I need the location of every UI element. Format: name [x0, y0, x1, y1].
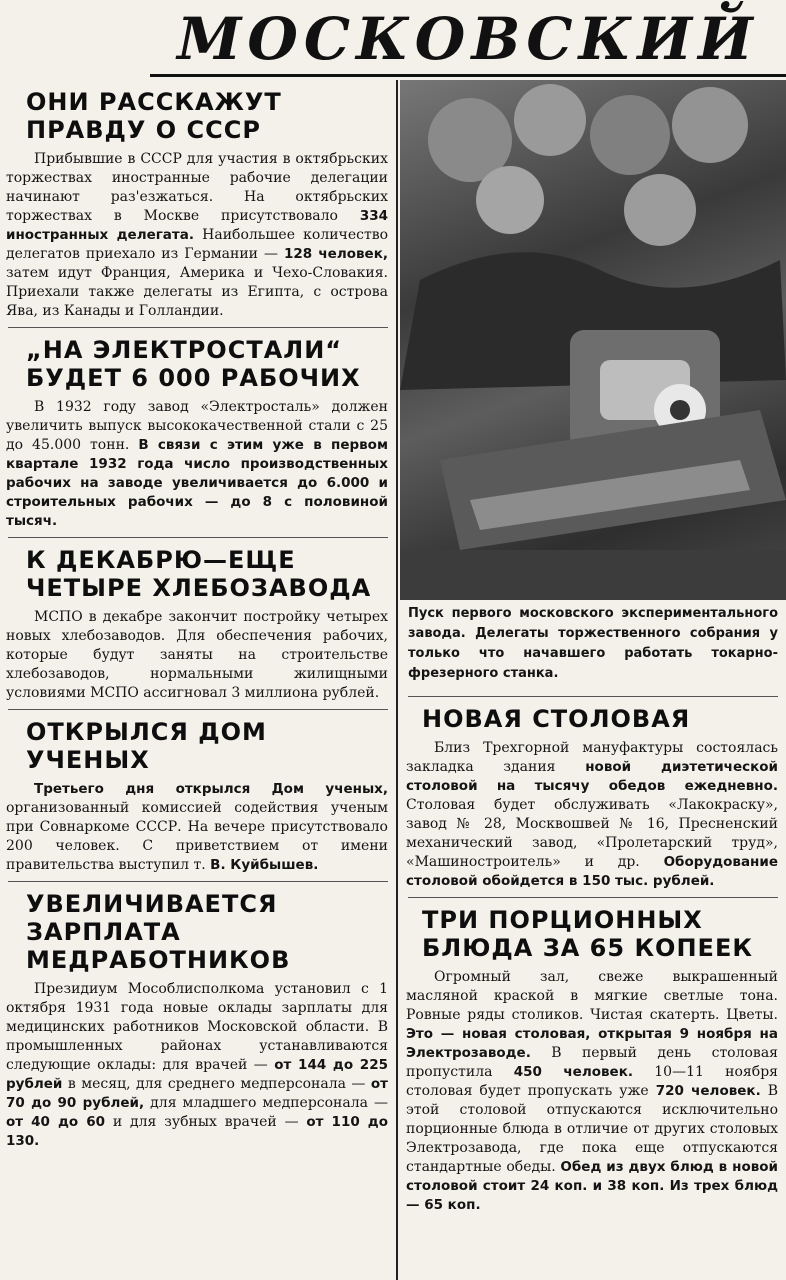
headline-delegates: ОНИ РАССКАЖУТ ПРАВДУ О СССР	[26, 88, 282, 144]
photo-caption: Пуск первого московского экспериментального завода. Делегаты торжественного собрания у только что начавшего работать токарно-фрезерного станка.	[408, 606, 778, 681]
body-scientists-house	[6, 780, 388, 875]
left-column	[0, 80, 398, 1280]
body-text: МСПО в декабре закончит постройку четырех новых хлебозаводов. Для обеспечения рабочих, которые будут заняты на строительстве хлебозаводов, нормальными жилищными условиями МСПО ассигновал 3 миллиона рублей.	[6, 609, 388, 701]
body-elektrostal	[6, 398, 388, 531]
body-text: Огромный зал, свеже выкрашенный масляной краской в мягкие светлые тона. Ровные ряды столиков. Чистая скатерть. Цветы.	[406, 969, 778, 1023]
body-bread-factories	[6, 608, 388, 703]
divider	[408, 897, 778, 898]
body-text: Прибывшие в СССР для участия в октябрьских торжествах иностранные рабочие делегации начинают раз'езжаться. На октябрьских торжествах в Москве присутствовало	[6, 151, 388, 224]
article-bread-factories	[0, 546, 396, 703]
factory-photo	[400, 80, 786, 600]
article-delegates	[0, 88, 396, 321]
divider	[8, 709, 388, 710]
body-new-canteen	[406, 739, 778, 891]
body-medical-salaries	[6, 980, 388, 1151]
divider	[8, 537, 388, 538]
body-text: В 1932 году завод «Электросталь» должен увеличить выпуск высококачественной стали с 25 до 45.000 тонн.	[6, 399, 388, 453]
emphasized-text: Третьего дня открылся Дом ученых,	[34, 781, 388, 797]
emphasized-text: 720 человек.	[655, 1083, 761, 1099]
emphasized-text: от 70 до 90 рублей,	[6, 1076, 388, 1111]
newspaper-masthead: МОСКОВСКИЙ	[150, 4, 786, 77]
emphasized-text: от 144 до 225 рублей	[6, 1057, 388, 1092]
headline-portion-dishes: ТРИ ПОРЦИОННЫХ БЛЮДА ЗА 65 КОПЕЕК	[422, 906, 753, 962]
emphasized-text: Оборудование столовой обойдется в 150 тыс. рублей.	[406, 854, 778, 889]
divider	[8, 327, 388, 328]
emphasized-text: новой диэтетической столовой на тысячу обедов ежедневно.	[406, 759, 779, 794]
headline-elektrostal: „НА ЭЛЕКТРОСТАЛИ“ БУДЕТ 6 000 РАБОЧИХ	[26, 336, 361, 392]
body-delegates	[6, 150, 388, 321]
body-text: В этой столовой отпускаются исключительно порционные блюда в отличие от других столовых Электрозавода, где пока еще отпускаются стандартные обеды.	[406, 1083, 779, 1175]
emphasized-text: от 110 до 130.	[6, 1114, 388, 1149]
emphasized-text: В. Куйбышев.	[210, 857, 319, 873]
headline-new-canteen: НОВАЯ СТОЛОВАЯ	[422, 705, 691, 733]
workers-at-machine-image	[400, 80, 786, 600]
divider	[8, 881, 388, 882]
body-text: организованный комиссией содействия ученым при Совнаркоме СССР. На вечере присутствовало 200 человек. С приветствием от имени правительства выступил т.	[6, 800, 388, 873]
right-column	[400, 80, 786, 1280]
body-portion-dishes	[406, 968, 778, 1215]
body-text: 10—11 ноября столовая будет пропускать уже	[406, 1064, 778, 1099]
body-text: Наибольшее количество делегатов приехало из Германии —	[6, 227, 388, 262]
body-text: и для зубных врачей —	[105, 1114, 307, 1130]
headline-scientists-house: ОТКРЫЛСЯ ДОМ УЧЕНЫХ	[26, 718, 267, 774]
headline-medical-salaries: УВЕЛИЧИВАЕТСЯ ЗАРПЛАТА МЕДРАБОТНИКОВ	[26, 890, 291, 974]
emphasized-text: 450 человек.	[513, 1064, 633, 1080]
body-text: в месяц, для среднего медперсонала —	[62, 1076, 371, 1092]
divider	[408, 696, 778, 697]
emphasized-text: В связи с этим уже в первом квартале 1932 года число производственных рабочих на заводе увеличивается до 6.000 и строительных рабочих — до 8 с половиной тысяч.	[6, 437, 388, 529]
article-elektrostal	[0, 336, 396, 531]
emphasized-text: Это — новая столовая, открытая 9 ноября на Электрозаводе.	[406, 1026, 778, 1061]
body-text: Президиум Мособлисполкома установил с 1 октября 1931 года новые оклады зарплаты для медицинских работников Московской области. В промышленных районах устанавливаются следующие оклады: для врачей —	[6, 981, 388, 1073]
body-text: В первый день столовая пропустила	[406, 1045, 778, 1080]
article-scientists-house	[0, 718, 396, 875]
article-medical-salaries	[0, 890, 396, 1151]
body-text: для младшего медперсонала —	[144, 1095, 389, 1111]
emphasized-text: от 40 до 60	[6, 1114, 106, 1130]
headline-bread-factories: К ДЕКАБРЮ—ЕЩЕ ЧЕТЫРЕ ХЛЕБОЗАВОДА	[26, 546, 372, 602]
emphasized-text: Обед из двух блюд в новой столовой стоит 24 коп. и 38 коп. Из трех блюд — 65 коп.	[406, 1159, 779, 1213]
body-text: Столовая будет обслуживать «Лакокраску», завод № 28, Москвошвей № 16, Пресненский механический завод, «Пролетарский труд», «Машиностроитель» и др.	[406, 797, 778, 870]
emphasized-text: 128 человек,	[283, 246, 388, 262]
body-text: Близ Трехгорной мануфактуры состоялась закладка здания	[406, 740, 778, 775]
emphasized-text: 334 иностранных делегата.	[6, 208, 388, 243]
body-text: затем идут Франция, Америка и Чехо-Словакия. Приехали также делегаты из Египта, с острова Ява, из Канады и Голландии.	[6, 265, 388, 319]
article-new-canteen	[400, 705, 786, 891]
article-portion-dishes	[400, 906, 786, 1215]
